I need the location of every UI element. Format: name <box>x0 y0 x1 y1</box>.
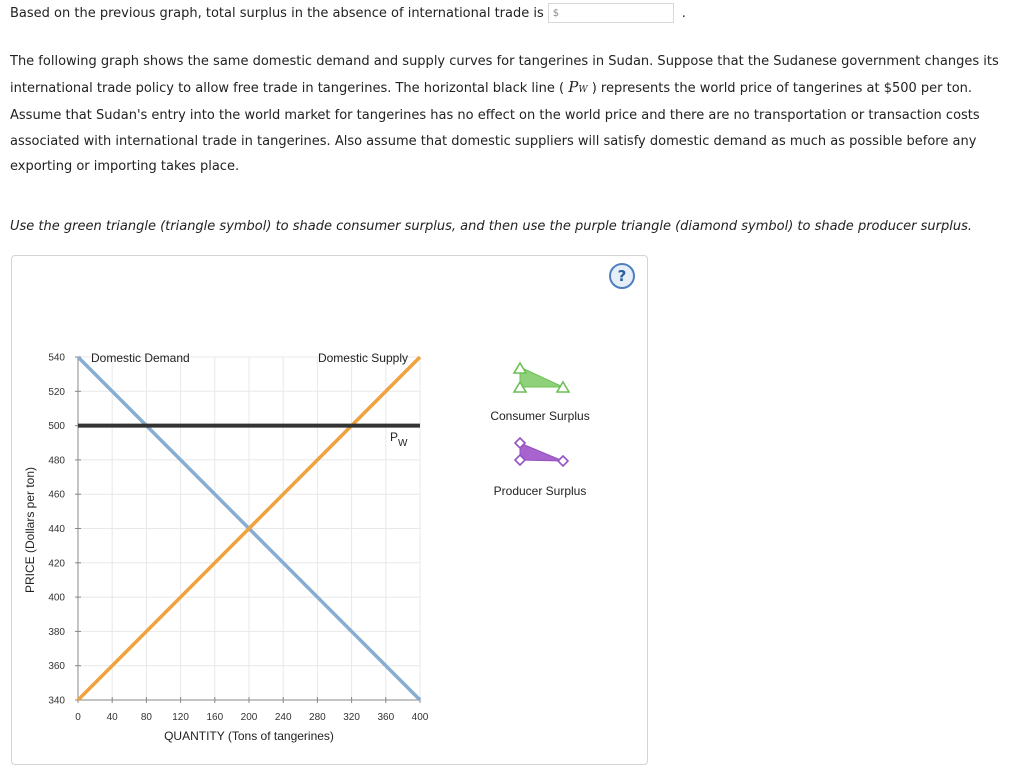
x-tick-label: 120 <box>172 712 189 723</box>
y-tick-label: 360 <box>48 661 65 673</box>
y-tick-label: 520 <box>48 386 65 398</box>
y-tick-label: 500 <box>48 421 65 433</box>
y-tick-label: 540 <box>48 352 65 364</box>
period: . <box>681 5 686 21</box>
consumer-surplus-triangle[interactable] <box>520 367 563 387</box>
consumer-vertex-icon[interactable] <box>514 363 526 373</box>
world-price-symbol: PW <box>568 77 588 96</box>
x-tick-label: 160 <box>206 712 224 723</box>
question-text: Based on the previous graph, total surplus in the absence of international trade is <box>10 5 544 21</box>
description-part1: The following graph shows the same domestic demand and supply curves for tangerines in Sudan. Suppose that the Sudanese government changes its international trade policy to allow free trade in tangerines. The horizontal black line ( <box>10 54 999 96</box>
demand-curve-label: Domestic Demand <box>91 351 190 365</box>
y-tick-label: 440 <box>48 524 65 535</box>
producer-surplus-label: Producer Surplus <box>493 484 587 498</box>
producer-vertex-icon[interactable] <box>558 456 568 466</box>
help-icon[interactable]: ? <box>609 263 635 289</box>
consumer-surplus-label: Consumer Surplus <box>490 409 590 423</box>
producer-surplus-triangle[interactable] <box>520 443 563 461</box>
x-tick-label: 240 <box>274 712 292 723</box>
x-tick-label: 40 <box>106 712 118 723</box>
x-tick-label: 80 <box>140 712 152 723</box>
y-tick-label: 460 <box>48 489 65 501</box>
x-axis-title: QUANTITY (Tons of tangerines) <box>164 729 334 743</box>
currency-symbol: $ <box>552 7 560 19</box>
x-tick-label: 280 <box>309 712 326 723</box>
supply-curve-label: Domestic Supply <box>317 351 408 365</box>
y-tick-label: 400 <box>48 592 65 604</box>
description-part2: ) represents the world price of tangerines at $500 per ton. Assume that Sudan's entry into the world market for tangerines has no effect on the world price and there are no transportation or transaction costs associated with international trade in tangerines. Also assume that domestic suppliers will satisfy domestic demand as much as possible before any exporting or importing takes place. <box>10 80 980 174</box>
instruction-text: Use the green triangle (triangle symbol) to shade consumer surplus, and then use the purple triangle (diamond symbol) to shade producer surplus. <box>10 219 972 234</box>
x-tick-label: 400 <box>411 712 429 723</box>
y-axis-title: PRICE (Dollars per ton) <box>23 466 37 594</box>
y-tick-label: 480 <box>48 455 65 467</box>
y-tick-label: 380 <box>48 626 65 638</box>
producer-surplus-tool[interactable] <box>515 438 568 466</box>
x-tick-label: 200 <box>240 712 258 723</box>
x-tick-label: 320 <box>343 712 360 723</box>
y-tick-label: 420 <box>48 558 65 570</box>
y-tick-label: 340 <box>48 695 65 707</box>
x-tick-label: 0 <box>75 712 81 723</box>
consumer-surplus-tool[interactable] <box>514 363 569 392</box>
world-price-label: $P_W$ <box>390 430 408 449</box>
x-tick-label: 360 <box>377 712 395 723</box>
